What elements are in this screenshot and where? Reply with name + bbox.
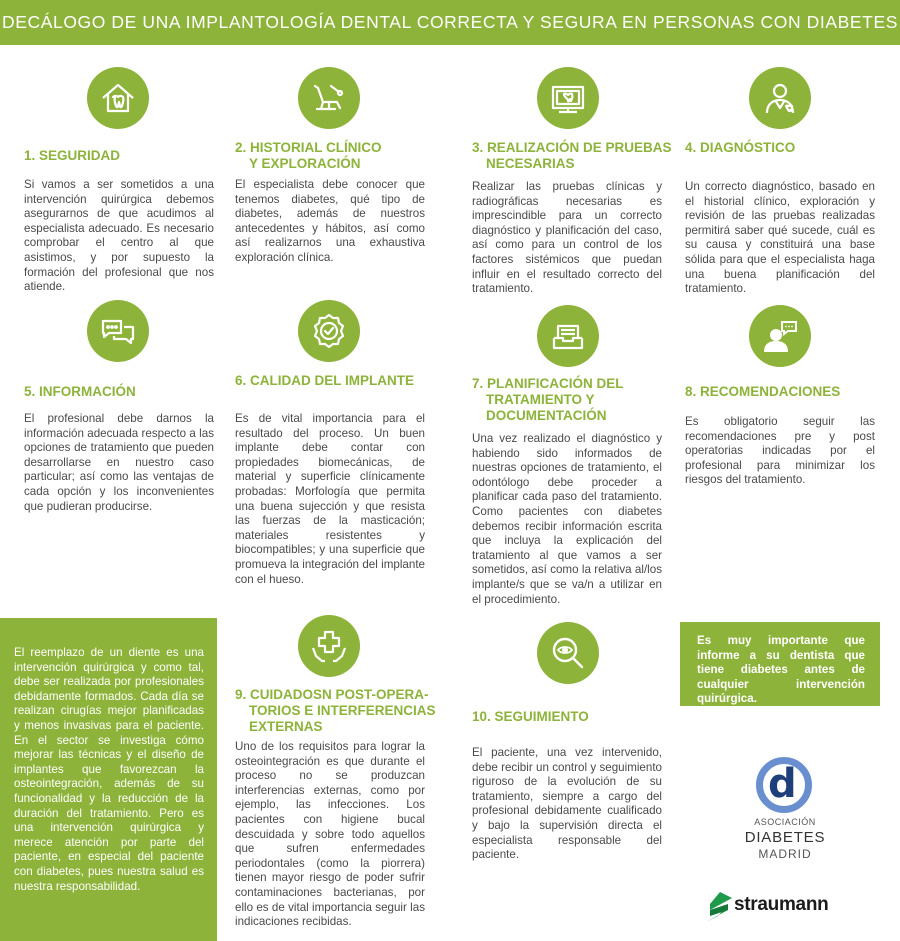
straumann-logo	[706, 888, 856, 928]
dentist-icon	[749, 67, 811, 129]
notice-text: Es muy importante que informe a su dentista que tiene diabetes antes de cualquier intervención quirúrgica.	[697, 634, 865, 706]
notice-box	[680, 622, 880, 706]
section-text-planificacion: Una vez realizado el diagnóstico y habiendo sido informados de nuestras opciones de tratamiento, el odontólogo debe proceder a planificar cada paso del tratamiento. Como pacientes con diabetes debemos recibir información escrita que incluya la explicación del tratamiento al que vamos a ser sometidos, así como la relativa al/los implante/s que se va/n a utilizar en el procedimiento.	[472, 432, 662, 606]
section-text-historial: El especialista debe conocer que tenemos diabetes, qué tipo de diabetes, además de nuestros antecedentes y hábitos, así como así realizarnos una exhaustiva exploración clínica.	[235, 178, 425, 264]
straumann-wordmark: straumann	[734, 894, 829, 915]
hands-cross-icon	[298, 615, 360, 677]
section-text-seguimiento: El paciente, una vez intervenido, debe recibir un control y seguimiento riguroso de la evolución de su tratamiento, siempre a cargo del profesional debidamente cualificado y bajo la supervisión directa el especialista responsable del paciente.	[472, 746, 662, 862]
section-title-recomendaciones: 8. RECOMENDACIONES	[685, 384, 841, 399]
section-text-diagnostico: Un correcto diagnóstico, basado en el historial clínico, exploración y revisión de las pruebas realizadas permitirá saber qué sucede, cuál es su causa y constituirá una base sólida para que el especialista haga una buena planificación del tratamiento.	[685, 180, 875, 296]
section-title-diagnostico: 4. DIAGNÓSTICO	[685, 140, 796, 155]
section-text-calidad: Es de vital importancia para el resultado del proceso. Un buen implante debe contar con propiedades biomecánicas, de material y superficie clínicamente probadas: Morfología que permita una buena sujección y que resista las fuerzas de la masticación; materiales resistentes y biocompatibles; y una superficie que promueva la integración del implante con el hueso.	[235, 412, 425, 586]
section-title-calidad: 6. CALIDAD DEL IMPLANTE	[235, 373, 415, 388]
magnifier-eye-icon	[537, 622, 599, 684]
asociacion-diabetes-madrid-logo	[740, 755, 830, 865]
section-text-cuidados: Uno de los requisitos para lograr la osteointegración es que durante el proceso no se produzcan interferencias externas, como por ejemplo, las infecciones. Los pacientes con higiene bucal descuidada y sobre todo aquellos que sufren enfermedades periodontales (como la piorrera) tienen mayor riesgo de poder sufrir contaminaciones bacterianas, por ello es de vital importancia seguir las indicaciones recibidas.	[235, 740, 425, 929]
section-text-seguridad: Si vamos a ser sometidos a una intervención quirúrgica debemos asegurarnos de que acudimos al especialista adecuado. Es necesario comprobar el centro al que asistimos, y por supuesto la formación del profesional que nos atiende.	[24, 178, 214, 294]
intro-box	[0, 618, 217, 941]
dental-chair-icon	[298, 67, 360, 129]
section-text-recomendaciones: Es obligatorio seguir las recomendaciones pre y post operatorias indicadas por el profesional para minimizar los riesgos del tratamiento.	[685, 415, 875, 487]
assoc-logo-line1: ASOCIACIÓN	[754, 817, 816, 827]
speech-bubbles-icon	[87, 300, 149, 362]
section-text-informacion: El profesional debe darnos la información adecuada respecto a las opciones de tratamiento que pueden desarrollarse en nuestro caso particular; así como las ventajas de cada opción y los inconvenientes que pudieran producirse.	[24, 412, 214, 513]
house-tooth-icon	[87, 67, 149, 129]
section-title-cuidados: 9. CUIDADOSN POST-OPERA- TORIOS E INTERFERENCIAS EXTERNAS	[235, 687, 436, 734]
section-title-informacion: 5. INFORMACIÓN	[24, 384, 136, 399]
document-tray-icon	[537, 305, 599, 367]
section-title-planificacion: 7. PLANIFICACIÓN DEL TRATAMIENTO Y DOCUMENTACIÓN	[472, 376, 624, 423]
person-speech-icon	[749, 305, 811, 367]
section-text-pruebas: Realizar las pruebas clínicas y radiográficas necesarias es imprescindible para un correcto diagnóstico y planificación del caso, así como para un control de los factores sistémicos que puedan influir en el resultado correcto del tratamiento.	[472, 180, 662, 296]
xray-screen-icon	[537, 67, 599, 129]
page-title: DECÁLOGO DE UNA IMPLANTOLOGÍA DENTAL CORRECTA Y SEGURA EN PERSONAS CON DIABETES	[1, 12, 899, 32]
header-banner	[0, 0, 900, 45]
section-title-seguimiento: 10. SEGUIMIENTO	[472, 709, 589, 724]
intro-text: El reemplazo de un diente es una intervención quirúrgica y como tal, debe ser realizada por profesionales debidamente formados. Cada día se realizan cirugías mejor planificadas y menos invasivas para el paciente. En el sector se investiga cómo mejorar las técnicas y el diseño de implantes que favorezcan la osteointegración, además de su funcionalidad y la reducción de la duración del tratamiento. Pero es una intervención quirúrgica y merece atención por parte del paciente, en especial del paciente con diabetes, pues nuestra salud es nuestra responsabilidad.	[14, 646, 204, 893]
assoc-logo-letter: d	[768, 761, 797, 807]
section-title-pruebas: 3. REALIZACIÓN DE PRUEBAS NECESARIAS	[472, 140, 672, 171]
quality-badge-icon	[298, 300, 360, 362]
straumann-mark-icon	[706, 892, 732, 922]
assoc-logo-line2: DIABETES	[744, 829, 826, 846]
section-title-historial: 2. HISTORIAL CLÍNICO Y EXPLORACIÓN	[235, 140, 382, 171]
section-title-seguridad: 1. SEGURIDAD	[24, 148, 121, 163]
assoc-logo-line3: MADRID	[758, 847, 812, 861]
